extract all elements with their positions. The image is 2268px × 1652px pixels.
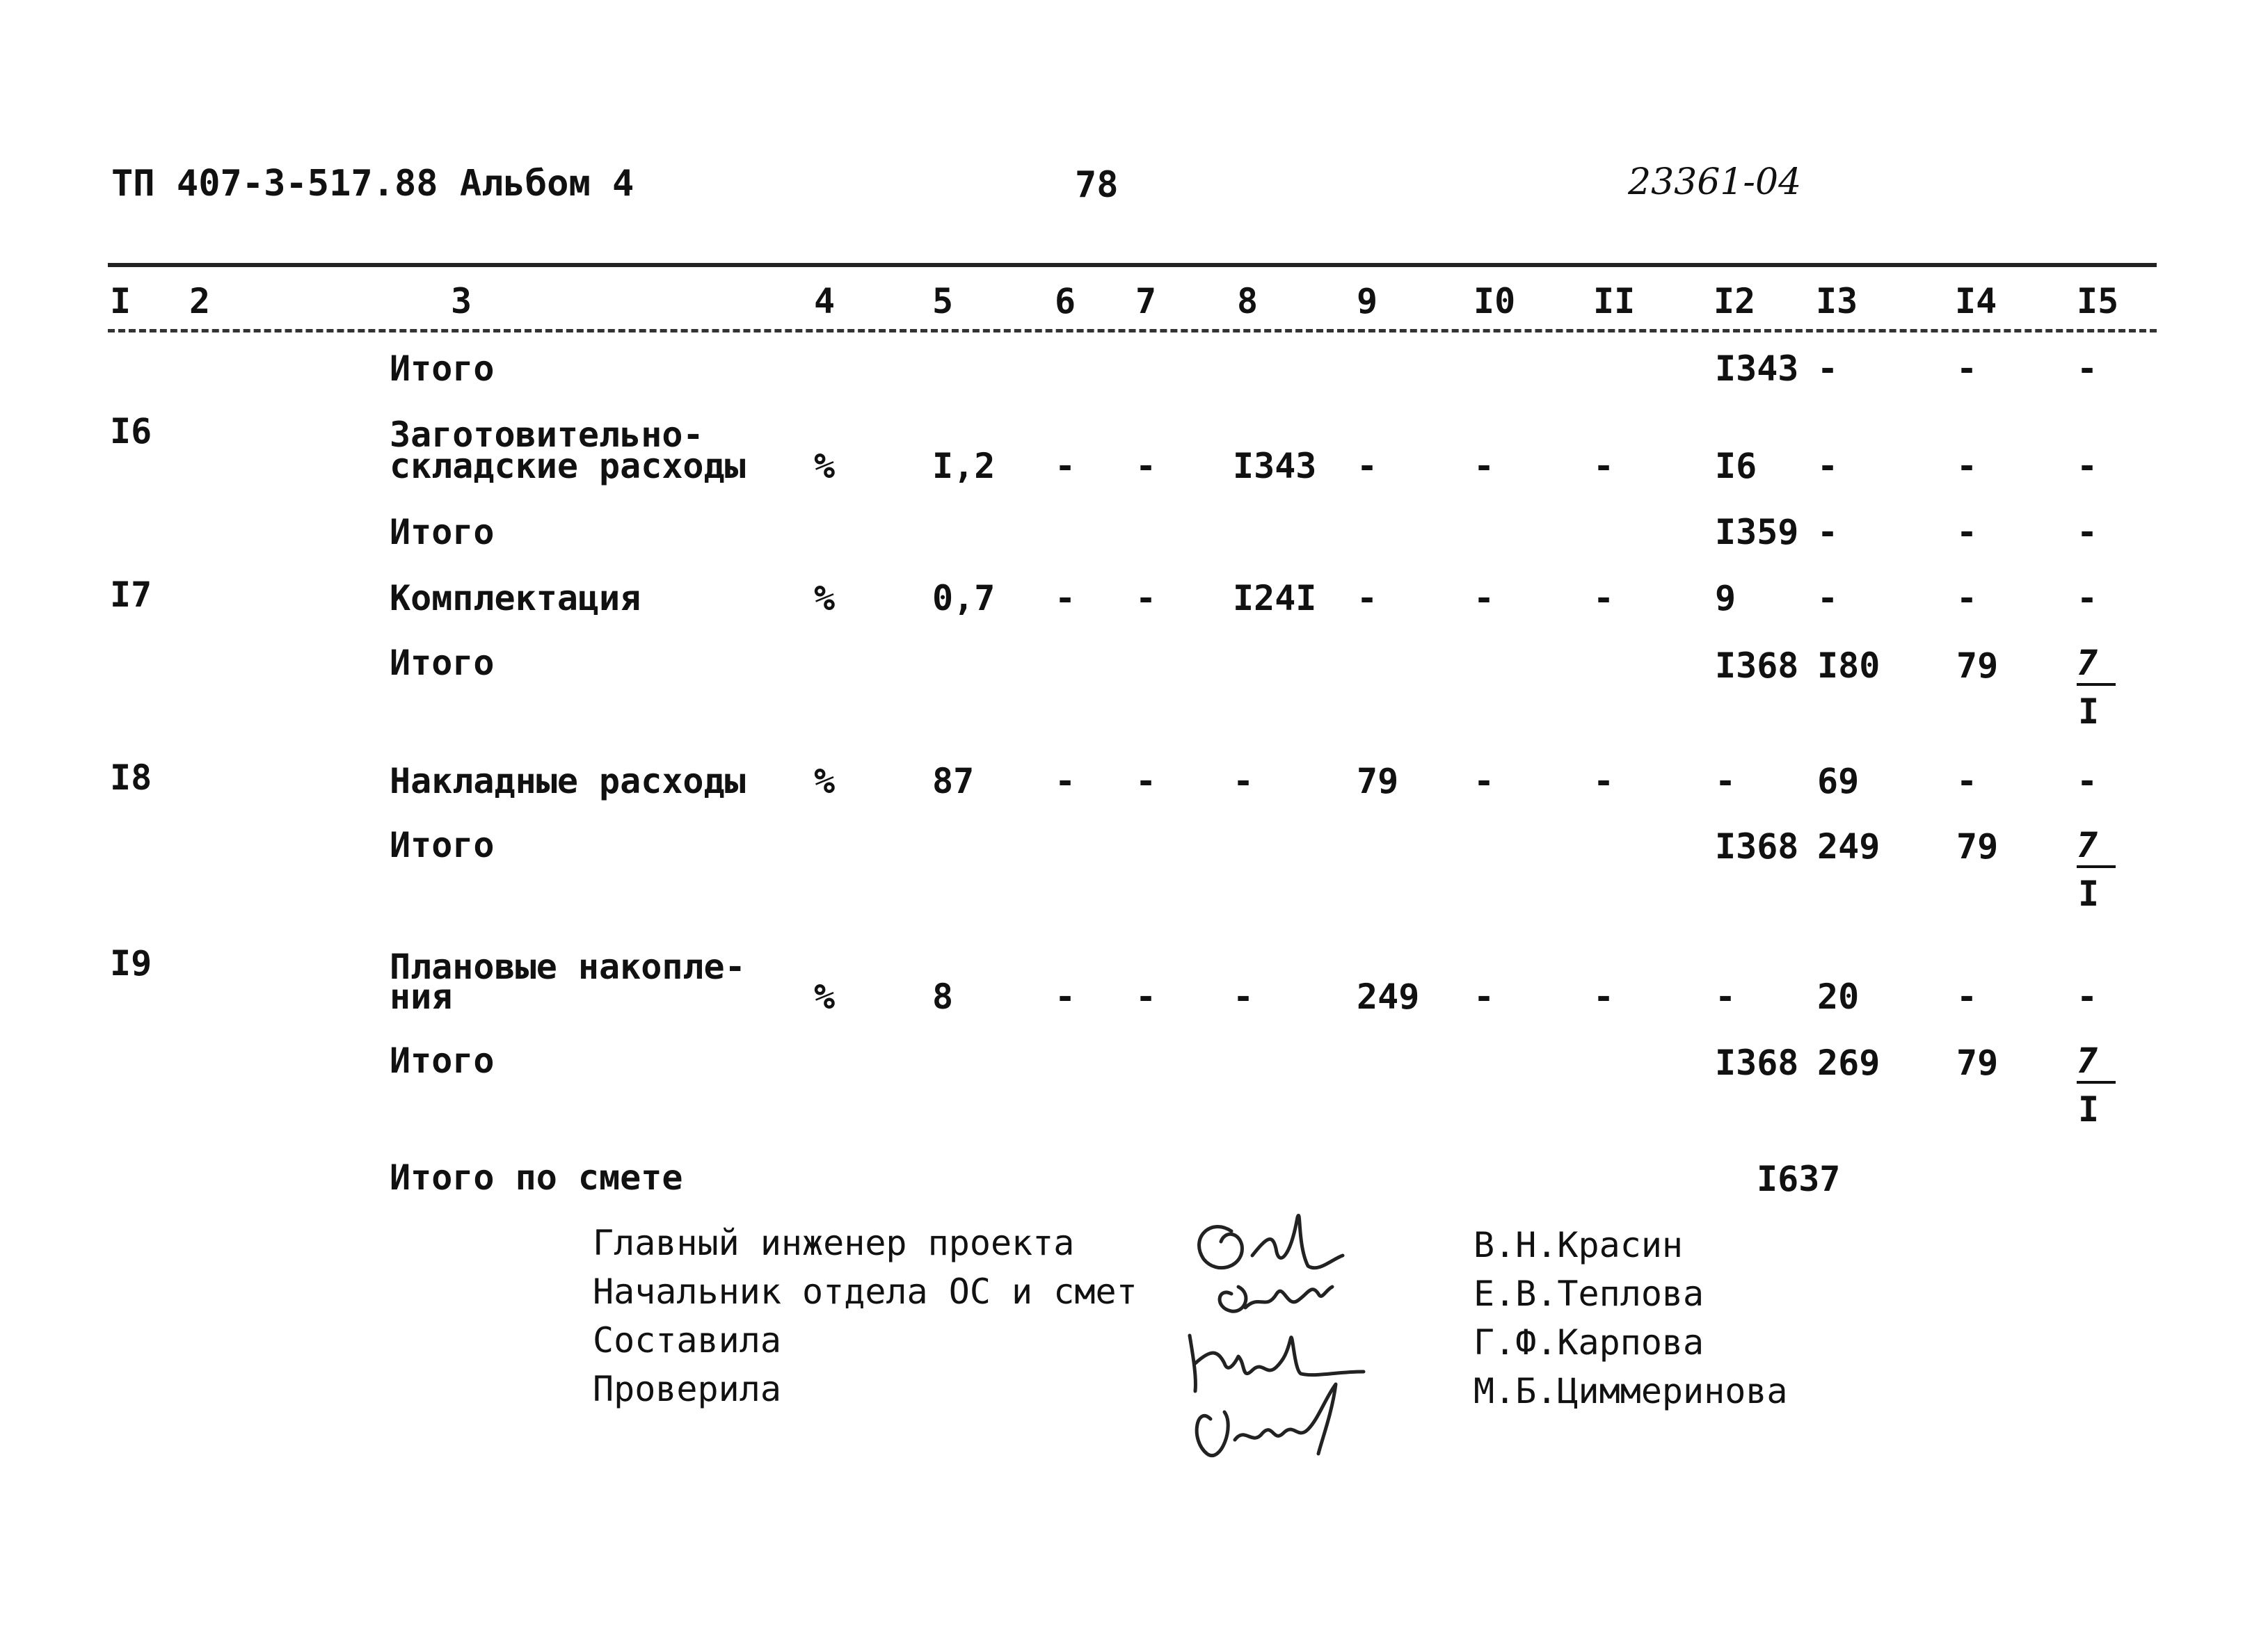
cell-col15: - (2077, 761, 2098, 801)
cell-col12: - (1715, 977, 1736, 1017)
fraction-numerator: 7 (2077, 825, 2098, 865)
fraction-numerator: 7 (2077, 643, 2098, 683)
cell-col4: % (814, 977, 836, 1017)
cell-col6: - (1055, 578, 1076, 618)
cell-col13: - (1817, 578, 1839, 618)
column-header: 4 (814, 281, 836, 321)
row-label: Накладные расходы (390, 761, 746, 801)
cell-col6: - (1055, 761, 1076, 801)
fraction-numerator: 7 (2077, 1041, 2098, 1081)
column-header: 6 (1055, 281, 1076, 321)
signature-1-stroke (1199, 1227, 1243, 1268)
cell-col10: - (1474, 578, 1495, 618)
row-label: Итого (390, 512, 495, 552)
cell-col12: I368 (1715, 1043, 1799, 1083)
cell-col9: - (1357, 446, 1378, 486)
signature-role: Главный инженер проекта (593, 1223, 1075, 1263)
signature-role: Составила (593, 1320, 781, 1361)
cell-col11: - (1593, 578, 1615, 618)
cell-col8: I343 (1233, 446, 1317, 486)
fraction-denominator: I (2078, 874, 2100, 914)
cell-col6: - (1055, 977, 1076, 1017)
column-header: 2 (189, 281, 211, 321)
row-label: Итого (390, 825, 495, 865)
cell-col6: - (1055, 446, 1076, 486)
cell-col10: - (1474, 446, 1495, 486)
row-label-line1: Заготовительно- (390, 415, 704, 455)
cell-col15: - (2077, 512, 2098, 552)
row-label: Итого (390, 1041, 495, 1081)
cell-col14: 79 (1956, 645, 1999, 686)
table-top-rule (108, 263, 2157, 267)
cell-col12: I368 (1715, 826, 1799, 867)
cell-col8: I24I (1233, 578, 1317, 618)
row-number: I8 (110, 757, 152, 798)
cell-col9: - (1357, 578, 1378, 618)
cell-col15: - (2077, 578, 2098, 618)
row-label: Итого (390, 348, 495, 389)
signature-role: Проверила (593, 1369, 781, 1409)
cell-col9: 79 (1357, 761, 1399, 801)
grand-total-label: Итого по смете (390, 1157, 683, 1198)
cell-col14: - (1956, 977, 1978, 1017)
signature-3-stroke (1190, 1336, 1364, 1391)
fraction-denominator: I (2078, 1089, 2100, 1130)
column-header: 7 (1135, 281, 1157, 321)
row-label-line2: складские расходы (390, 446, 746, 486)
signatory-name: Е.В.Теплова (1474, 1274, 1704, 1314)
fraction-cell-col15 (2077, 1043, 2118, 1134)
grand-total-value: I637 (1757, 1159, 1841, 1199)
signature-role: Начальник отдела ОС и смет (593, 1272, 1137, 1312)
cell-col12: 9 (1715, 578, 1736, 618)
signature-1-stroke (1252, 1215, 1343, 1267)
fraction-bar (2077, 865, 2116, 868)
cell-col13: I80 (1817, 645, 1880, 686)
cell-col10: - (1474, 977, 1495, 1017)
cell-col15: - (2077, 348, 2098, 389)
cell-col4: % (814, 446, 836, 486)
cell-col12: - (1715, 761, 1736, 801)
cell-col7: - (1135, 977, 1157, 1017)
column-header: I3 (1816, 281, 1858, 321)
cell-col14: - (1956, 578, 1978, 618)
row-label: Комплектация (390, 578, 641, 618)
signatory-name: В.Н.Красин (1474, 1225, 1684, 1265)
row-label-line1: Плановые накопле- (390, 947, 746, 987)
cell-col10: - (1474, 761, 1495, 801)
fraction-bar (2077, 1081, 2116, 1084)
cell-col15: - (2077, 977, 2098, 1017)
cell-col12: I6 (1715, 446, 1757, 486)
cell-col12: I368 (1715, 645, 1799, 686)
column-header: I2 (1714, 281, 1756, 321)
row-number: I7 (110, 575, 152, 615)
cell-col11: - (1593, 446, 1615, 486)
cell-col11: - (1593, 761, 1615, 801)
cell-col14: - (1956, 348, 1978, 389)
cell-col4: % (814, 761, 836, 801)
cell-col12: I343 (1715, 348, 1799, 389)
cell-col8: - (1233, 761, 1254, 801)
signature-2-stroke (1245, 1287, 1332, 1308)
signatory-name: М.Б.Циммеринова (1474, 1371, 1788, 1411)
cell-col13: 249 (1817, 826, 1880, 867)
cell-col5: 0,7 (932, 578, 996, 618)
cell-col4: % (814, 578, 836, 618)
handwritten-signatures (1169, 1189, 1405, 1482)
column-header: 5 (932, 281, 954, 321)
header-bottom-rule (108, 329, 2157, 332)
fraction-cell-col15 (2077, 645, 2118, 736)
cell-col5: 87 (932, 761, 975, 801)
row-label-line2: ния (390, 977, 453, 1017)
cell-col14: - (1956, 446, 1978, 486)
column-header: II (1593, 281, 1636, 321)
column-header: I4 (1955, 281, 1997, 321)
signatory-name: Г.Ф.Карпова (1474, 1322, 1704, 1363)
cell-col12: I359 (1715, 512, 1799, 552)
signature-4-stroke (1197, 1384, 1336, 1456)
cell-col13: - (1817, 446, 1839, 486)
cell-col13: 20 (1817, 977, 1860, 1017)
cell-col9: 249 (1357, 977, 1420, 1017)
cell-col15: - (2077, 446, 2098, 486)
column-header: 9 (1357, 281, 1378, 321)
signature-2-stroke (1220, 1287, 1246, 1311)
cell-col14: - (1956, 512, 1978, 552)
cell-col13: 269 (1817, 1043, 1880, 1083)
column-header: I5 (2077, 281, 2119, 321)
cell-col13: - (1817, 348, 1839, 389)
column-header: I (110, 281, 131, 321)
cell-col14: - (1956, 761, 1978, 801)
cell-col11: - (1593, 977, 1615, 1017)
cell-col7: - (1135, 446, 1157, 486)
archive-stamp: 23361-04 (1628, 161, 1802, 203)
cell-col7: - (1135, 578, 1157, 618)
cell-col14: 79 (1956, 826, 1999, 867)
column-header: 8 (1237, 281, 1259, 321)
cell-col14: 79 (1956, 1043, 1999, 1083)
row-number: I9 (110, 943, 152, 984)
page-number: 78 (1075, 164, 1119, 206)
cell-col7: - (1135, 761, 1157, 801)
row-label: Итого (390, 643, 495, 683)
column-header: 3 (451, 281, 472, 321)
cell-col13: - (1817, 512, 1839, 552)
fraction-bar (2077, 683, 2116, 686)
column-header: I0 (1474, 281, 1516, 321)
document-code: ТП 407-3-517.88 Альбом 4 (111, 163, 634, 205)
cell-col13: 69 (1817, 761, 1860, 801)
cell-col5: I,2 (932, 446, 996, 486)
row-number: I6 (110, 411, 152, 451)
cell-col5: 8 (932, 977, 954, 1017)
cell-col8: - (1233, 977, 1254, 1017)
fraction-denominator: I (2078, 691, 2100, 732)
fraction-cell-col15 (2077, 825, 2118, 918)
